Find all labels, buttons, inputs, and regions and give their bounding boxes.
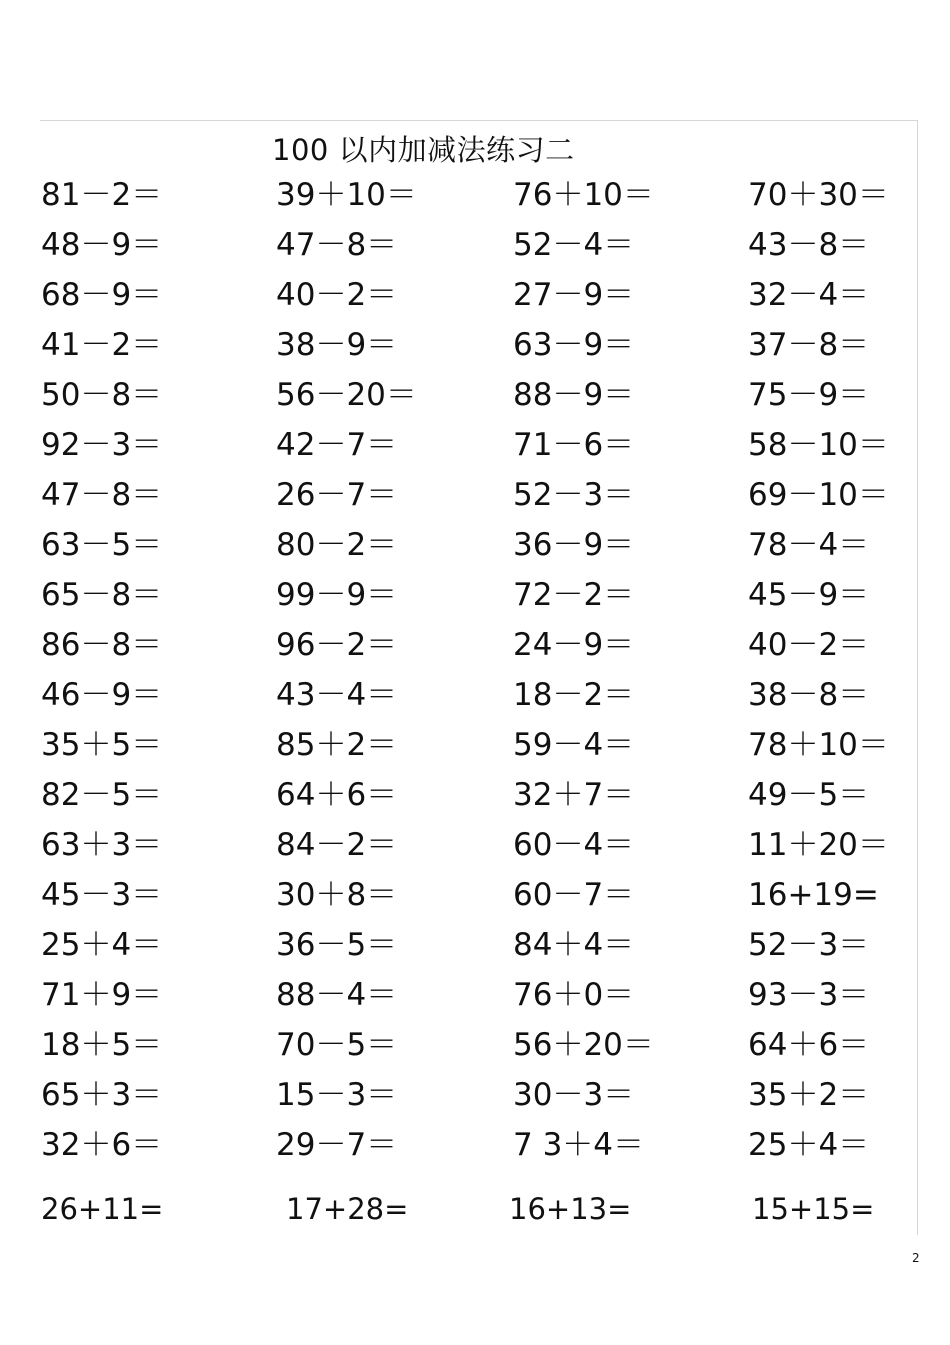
arithmetic-problem: 92－3＝: [41, 427, 163, 463]
problem-row: [41, 1184, 911, 1234]
problem-row: [41, 770, 911, 820]
arithmetic-problem: 37－8＝: [748, 327, 870, 363]
arithmetic-problem: 38－9＝: [276, 327, 398, 363]
problem-row: [41, 370, 911, 420]
arithmetic-problem: 72－2＝: [513, 577, 635, 613]
arithmetic-problem: 15+15=: [752, 1192, 875, 1226]
problem-row: [41, 1120, 911, 1170]
arithmetic-problem: 56－20＝: [276, 377, 417, 413]
arithmetic-problem: 16+19=: [748, 877, 879, 913]
arithmetic-problem: 32－4＝: [748, 277, 870, 313]
problem-row: [41, 420, 911, 470]
problem-row: [41, 320, 911, 370]
problem-row: [41, 1020, 911, 1070]
problem-row: [41, 1070, 911, 1120]
arithmetic-problem: 27－9＝: [513, 277, 635, 313]
arithmetic-problem: 49－5＝: [748, 777, 870, 813]
arithmetic-problem: 30＋8＝: [276, 877, 398, 913]
arithmetic-problem: 71－6＝: [513, 427, 635, 463]
arithmetic-problem: 71＋9＝: [41, 977, 163, 1013]
arithmetic-problem: 40－2＝: [276, 277, 398, 313]
page-number: 2: [912, 1251, 920, 1265]
arithmetic-problem: 63－5＝: [41, 527, 163, 563]
arithmetic-problem: 59－4＝: [513, 727, 635, 763]
problem-row: [41, 970, 911, 1020]
arithmetic-problem: 60－7＝: [513, 877, 635, 913]
arithmetic-problem: 78－4＝: [748, 527, 870, 563]
arithmetic-problem: 18＋5＝: [41, 1027, 163, 1063]
arithmetic-problem: 93－3＝: [748, 977, 870, 1013]
arithmetic-problem: 29－7＝: [276, 1127, 398, 1163]
arithmetic-problem: 36－9＝: [513, 527, 635, 563]
arithmetic-problem: 75－9＝: [748, 377, 870, 413]
arithmetic-problem: 47－8＝: [276, 227, 398, 263]
arithmetic-problem: 52－3＝: [513, 477, 635, 513]
arithmetic-problem: 76＋0＝: [513, 977, 635, 1013]
arithmetic-problem: 84－2＝: [276, 827, 398, 863]
arithmetic-problem: 11＋20＝: [748, 827, 889, 863]
arithmetic-problem: 18－2＝: [513, 677, 635, 713]
arithmetic-problem: 88－9＝: [513, 377, 635, 413]
arithmetic-problem: 68－9＝: [41, 277, 163, 313]
arithmetic-problem: 39＋10＝: [276, 177, 417, 213]
problem-row: [41, 720, 911, 770]
arithmetic-problem: 40－2＝: [748, 627, 870, 663]
arithmetic-problem: 25＋4＝: [41, 927, 163, 963]
arithmetic-problem: 88－4＝: [276, 977, 398, 1013]
arithmetic-problem: 58－10＝: [748, 427, 889, 463]
problem-row: [41, 170, 911, 220]
arithmetic-problem: 60－4＝: [513, 827, 635, 863]
arithmetic-problem: 70－5＝: [276, 1027, 398, 1063]
arithmetic-problem: 63－9＝: [513, 327, 635, 363]
problem-row: [41, 620, 911, 670]
arithmetic-problem: 43－8＝: [748, 227, 870, 263]
arithmetic-problem: 63＋3＝: [41, 827, 163, 863]
arithmetic-problem: 26+11=: [41, 1192, 164, 1226]
arithmetic-problem: 65＋3＝: [41, 1077, 163, 1113]
problem-row: [41, 920, 911, 970]
arithmetic-problem: 52－4＝: [513, 227, 635, 263]
arithmetic-problem: 7 3＋4＝: [513, 1127, 645, 1163]
problem-row: [41, 670, 911, 720]
arithmetic-problem: 78＋10＝: [748, 727, 889, 763]
right-border-line: [917, 120, 918, 1235]
arithmetic-problem: 56＋20＝: [513, 1027, 654, 1063]
arithmetic-problem: 64＋6＝: [748, 1027, 870, 1063]
arithmetic-problem: 25＋4＝: [748, 1127, 870, 1163]
arithmetic-problem: 46－9＝: [41, 677, 163, 713]
arithmetic-problem: 81－2＝: [41, 177, 163, 213]
problem-row: [41, 570, 911, 620]
problem-row: [41, 820, 911, 870]
arithmetic-problem: 35＋5＝: [41, 727, 163, 763]
arithmetic-problem: 15－3＝: [276, 1077, 398, 1113]
worksheet: [40, 120, 918, 1235]
problem-row: [41, 520, 911, 570]
arithmetic-problem: 96－2＝: [276, 627, 398, 663]
arithmetic-problem: 50－8＝: [41, 377, 163, 413]
arithmetic-problem: 42－7＝: [276, 427, 398, 463]
problem-row: [41, 870, 911, 920]
arithmetic-problem: 65－8＝: [41, 577, 163, 613]
arithmetic-problem: 52－3＝: [748, 927, 870, 963]
arithmetic-problem: 45－3＝: [41, 877, 163, 913]
arithmetic-problem: 36－5＝: [276, 927, 398, 963]
arithmetic-problem: 30－3＝: [513, 1077, 635, 1113]
arithmetic-problem: 82－5＝: [41, 777, 163, 813]
arithmetic-problem: 17+28=: [286, 1192, 409, 1226]
arithmetic-problem: 43－4＝: [276, 677, 398, 713]
problem-row: [41, 220, 911, 270]
arithmetic-problem: 64＋6＝: [276, 777, 398, 813]
arithmetic-problem: 69－10＝: [748, 477, 889, 513]
problem-row: [41, 470, 911, 520]
arithmetic-problem: 16+13=: [509, 1192, 632, 1226]
arithmetic-problem: 35＋2＝: [748, 1077, 870, 1113]
arithmetic-problem: 24－9＝: [513, 627, 635, 663]
arithmetic-problem: 84＋4＝: [513, 927, 635, 963]
arithmetic-problem: 86－8＝: [41, 627, 163, 663]
arithmetic-problem: 47－8＝: [41, 477, 163, 513]
arithmetic-problem: 45－9＝: [748, 577, 870, 613]
arithmetic-problem: 80－2＝: [276, 527, 398, 563]
top-border-line: [40, 120, 918, 121]
arithmetic-problem: 48－9＝: [41, 227, 163, 263]
arithmetic-problem: 76＋10＝: [513, 177, 654, 213]
arithmetic-problem: 26－7＝: [276, 477, 398, 513]
arithmetic-problem: 38－8＝: [748, 677, 870, 713]
arithmetic-problem: 32＋7＝: [513, 777, 635, 813]
arithmetic-problem: 70＋30＝: [748, 177, 889, 213]
arithmetic-problem: 99－9＝: [276, 577, 398, 613]
arithmetic-problem: 32＋6＝: [41, 1127, 163, 1163]
arithmetic-problem: 85＋2＝: [276, 727, 398, 763]
worksheet-title: 100 以内加减法练习二: [272, 133, 575, 167]
problem-grid: [41, 170, 911, 1234]
problem-row: [41, 270, 911, 320]
arithmetic-problem: 41－2＝: [41, 327, 163, 363]
